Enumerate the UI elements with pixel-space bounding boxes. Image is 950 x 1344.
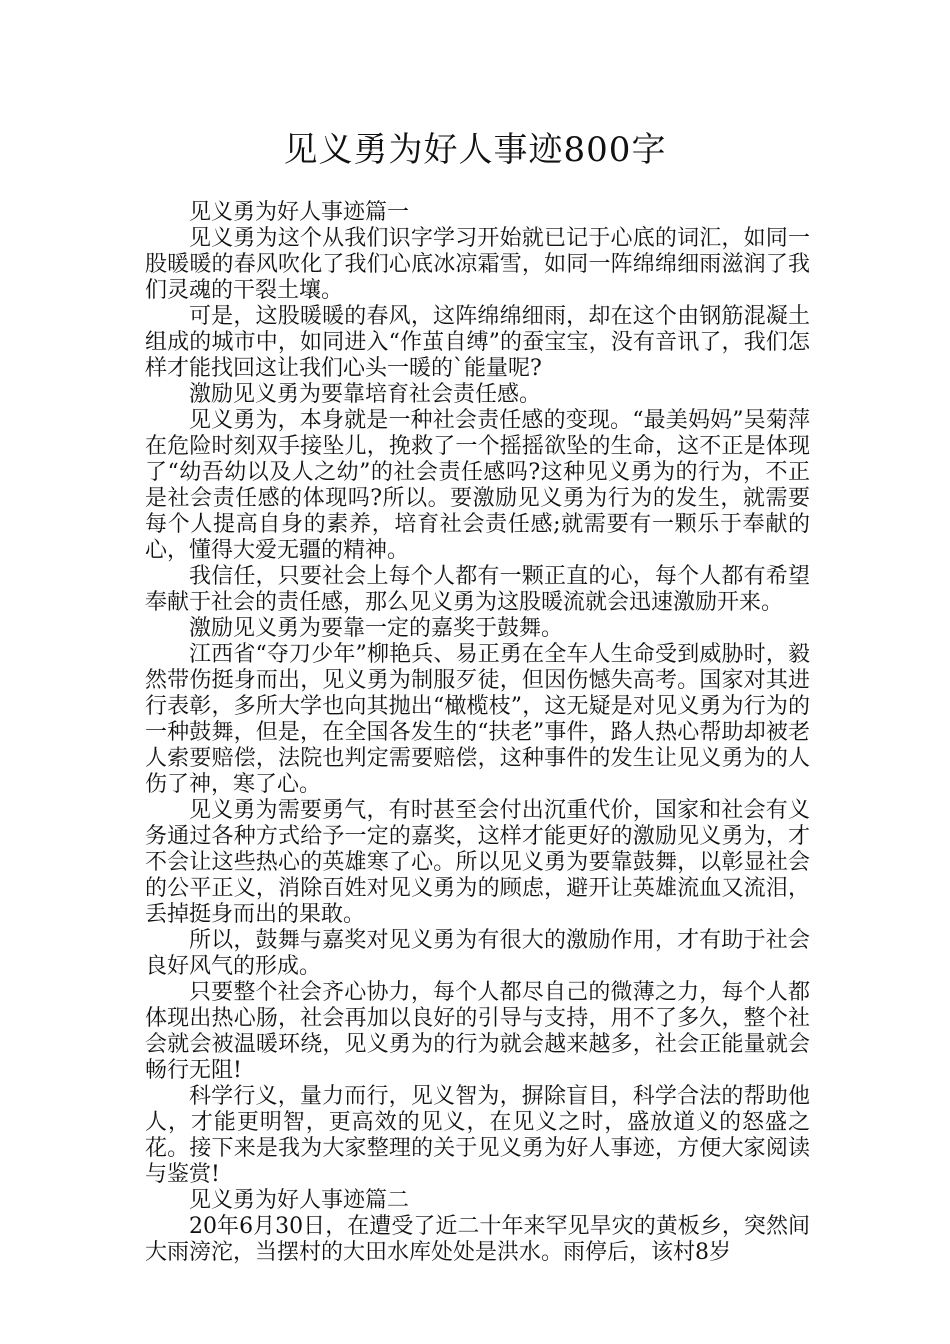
section-heading-1: 见义勇为好人事迹篇一 bbox=[189, 200, 410, 225]
page-title: 见义勇为好人事迹800字 bbox=[283, 130, 667, 170]
paragraph: 见义勇为这个从我们识字学习开始就已记于心底的词汇，如同一股暖暖的春风吹化了我们心底冰凉霜雪，如同一阵绵绵细雨滋润了我们灵魂的干裂土壤。 bbox=[145, 226, 810, 303]
paragraph: 我信任，只要社会上每个人都有一颗正直的心，每个人都有希望奉献于社会的责任感，那么见义勇为这股暖流就会迅速激励开来。 bbox=[145, 564, 810, 615]
paragraph: 20年6月30日，在遭受了近二十年来罕见旱灾的黄板乡，突然间大雨滂沱，当摆村的大田水库处处是洪水。雨停后，该村8岁 bbox=[145, 1214, 810, 1265]
paragraph: 科学行义，量力而行，见义智为，摒除盲目，科学合法的帮助他人，才能更明智，更高效的见义，在见义之时，盛放道义的怒盛之花。接下来是我为大家整理的关于见义勇为好人事迹，方便大家阅读与鉴赏! bbox=[145, 1084, 810, 1187]
paragraph: 见义勇为需要勇气，有时甚至会付出沉重代价，国家和社会有义务通过各种方式给予一定的嘉奖，这样才能更好的激励见义勇为，才不会让这些热心的英雄寒了心。所以见义勇为要靠鼓舞，以彰显社会的公平正义，消除百姓对见义勇为的顾虑，避开让英雄流血又流泪，丢掉挺身而出的果敢。 bbox=[145, 798, 810, 927]
paragraph: 可是，这股暖暖的春风，这阵绵绵细雨，却在这个由钢筋混凝土组成的城市中，如同进入“作茧自缚”的蚕宝宝，没有音讯了，我们怎样才能找回这让我们心头一暖的`能量呢? bbox=[145, 304, 810, 381]
paragraph: 激励见义勇为要靠一定的嘉奖于鼓舞。 bbox=[189, 616, 564, 641]
paragraph: 只要整个社会齐心协力，每个人都尽自己的微薄之力，每个人都体现出热心肠，社会再加以良好的引导与支持，用不了多久，整个社会就会被温暖环绕，见义勇为的行为就会越来越多，社会正能量就会畅行无阻! bbox=[145, 980, 810, 1083]
paragraph: 江西省“夺刀少年”柳艳兵、易正勇在全车人生命受到威胁时，毅然带伤挺身而出，见义勇为制服歹徒，但因伤憾失高考。国家对其进行表彰，多所大学也向其抛出“橄榄枝”，这无疑是对见义勇为行为的一种鼓舞，但是，在全国各发生的“扶老”事件，路人热心帮助却被老人索要赔偿，法院也判定需要赔偿，这种事件的发生让见义勇为的人伤了神，寒了心。 bbox=[145, 642, 810, 797]
paragraph: 所以，鼓舞与嘉奖对见义勇为有很大的激励作用，才有助于社会良好风气的形成。 bbox=[145, 928, 810, 979]
paragraph: 见义勇为，本身就是一种社会责任感的变现。“最美妈妈”吴菊萍在危险时刻双手接坠儿，挽救了一个摇摇欲坠的生命，这不正是体现了“幼吾幼以及人之幼”的社会责任感吗?这种见义勇为的行为，不正是社会责任感的体现吗?所以。要激励见义勇为行为的发生，就需要每个人提高自身的素养，培育社会责任感;就需要有一颗乐于奉献的心，懂得大爱无疆的精神。 bbox=[145, 408, 810, 563]
paragraph: 激励见义勇为要靠培育社会责任感。 bbox=[189, 382, 542, 407]
document-body bbox=[145, 200, 810, 1266]
section-heading-2: 见义勇为好人事迹篇二 bbox=[189, 1188, 410, 1213]
